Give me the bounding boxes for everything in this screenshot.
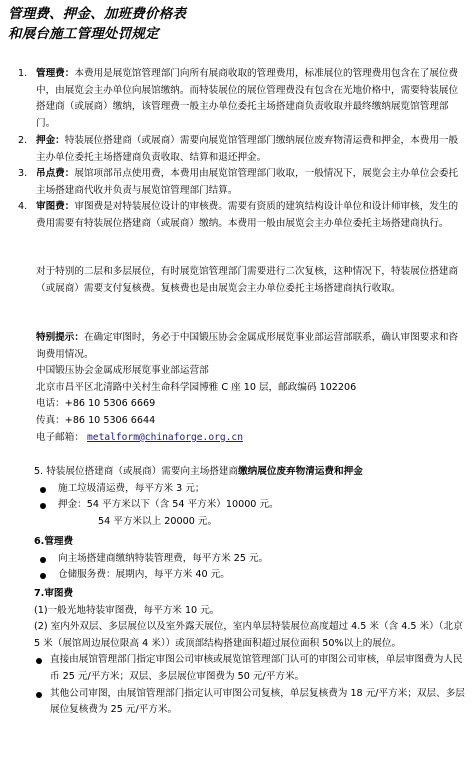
section5-heading-prefix: 5. 特装展位搭建商（或展商）需要向主场搭建商 [34, 466, 239, 477]
bullet-icon [40, 503, 46, 509]
item-term: 押金： [36, 135, 65, 146]
item-3 [18, 166, 466, 199]
notice-fax: 传真：+86 10 5306 6644 [36, 414, 156, 426]
notice-text: 在确定审图时，务必于中国锻压协会金属成形展览事业部运营部联系，确认审图要求和咨询费用情况。 [36, 332, 459, 360]
list-item: 向主场搭建商缴纳特装管理费，每平方米 25 元。 [34, 551, 466, 568]
item-text: 特装展位搭建商（或展商）需要向展览馆管理部门缴纳展位废弃物清运费和押金，本费用一般主办单位委托主场搭建商负责收取、结算和退还押金。 [36, 135, 459, 163]
item-1 [18, 66, 466, 132]
item-text: 审图费是对特装展位设计的审核费。需要有资质的建筑结构设计单位和设计师审核，发生的费用需要有特装展位搭建商（或展商）缴纳。本费用一般由展览会主办单位委托主场搭建商执行。 [36, 201, 459, 229]
bullet-icon [40, 573, 46, 579]
bullet-icon [40, 557, 46, 563]
secondary-review-paragraph: 对于特别的二层和多层展位，有时展览馆管理部门需要进行二次复核，这种情况下，特装展位搭建商（或展商）需要支付复核费。复核费也是由展览会主办单位委托主场搭建商执行收取。 [36, 266, 459, 294]
bullet-icon [40, 487, 46, 493]
list-item: 其他公司审图，由展馆管理部门指定认可审图公司复核，单层复核费为 18 元/平方米；双层、多层展位复核费为 25 元/平方米。 [34, 686, 466, 719]
notice-block [36, 330, 466, 446]
notice-address: 北京市昌平区北清路中关村生命科学园博雅 C 座 10 层，邮政编码 102206 [36, 381, 357, 393]
list-item: 押金：54 平方米以下（含 54 平方米）10000 元。 [34, 497, 466, 514]
list-item-continuation: 54 平方米以上 20000 元。 [98, 515, 218, 527]
section-5 [34, 464, 466, 530]
section-6 [34, 534, 466, 584]
list-item: 施工垃圾清运费，每平方米 3 元； [34, 481, 466, 498]
section6-heading: 6.管理费 [34, 536, 74, 547]
item-4 [18, 199, 466, 232]
item-text: 展馆项部吊点使用费，本费用由展览馆管理部门收取，一般情况下，展览会主办单位会委托主场搭建商代收并负责与展览馆管理部门结算。 [36, 168, 459, 196]
list-item: 仓储服务费：展期内，每平方米 40 元。 [34, 567, 466, 584]
section7-sub2: (2) 室内外双层、多层展位以及室外露天展位，室内单层特装展位高度超过 4.5 米（含 4.5 米）（北京 5 米（展馆周边展位限高 4 米））或顶部结构搭建面积超过展位面积 50%以上的展位。 [34, 621, 463, 649]
item-number: 1. [18, 68, 28, 79]
section-7 [34, 586, 466, 719]
item-number: 3. [18, 168, 28, 179]
section5-heading-bold: 缴纳展位废弃物清运费和押金 [238, 466, 363, 477]
item-term: 管理费： [36, 68, 75, 79]
item-term: 吊点费： [36, 168, 75, 179]
bullet-icon [36, 692, 42, 698]
notice-org: 中国锻压协会金属成形展览事业部运营部 [36, 365, 209, 377]
item-number: 4. [18, 201, 28, 212]
item-term: 审图费： [36, 201, 75, 212]
list-item: 直接由展馆管理部门指定审图公司审核或展览馆管理部门认可的审图公司审核，单层审图费为人民币 25 元/平方米；双层、多层展位审图费为 50 元/平方米。 [34, 652, 466, 685]
section7-heading: 7.审图费 [34, 588, 74, 599]
notice-label: 特别提示： [36, 332, 84, 343]
doc-title-line2: 和展台施工管理处罚规定 [8, 26, 159, 42]
notice-phone: 电话：+86 10 5306 6669 [36, 398, 156, 410]
email-link[interactable]: metalform@chinaforge.org.cn [87, 431, 243, 443]
section7-sub1: (1)一般光地特装审图费，每平方米 10 元。 [34, 604, 220, 616]
item-number: 2. [18, 135, 28, 146]
doc-title-line1: 管理费、押金、加班费价格表 [8, 6, 187, 22]
item-text: 本费用是展览馆管理部门向所有展商收取的管理费用，标准展位的管理费用包含在了展位费中，由展览会主办单位向展馆缴纳。而特装展位的展位管理费没有包含在光地价格中，需要特装展位搭建商（或展商）缴纳，该管理费一般主办单位委托主场搭建商负责收取并最终缴纳展览馆管理部门。 [36, 68, 459, 129]
item-2 [18, 133, 466, 166]
email-label: 电子邮箱： [36, 431, 84, 443]
bullet-icon [36, 658, 42, 664]
